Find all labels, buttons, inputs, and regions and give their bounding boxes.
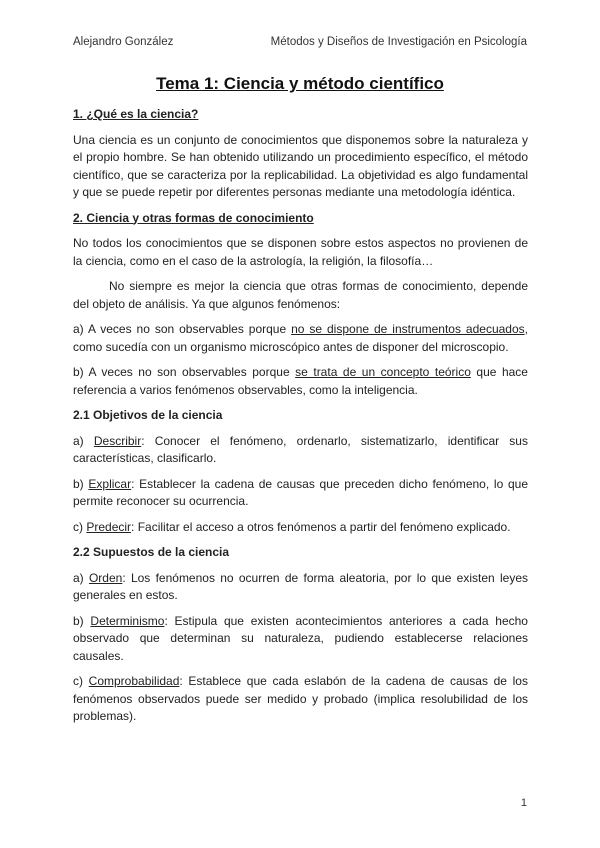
item-text: : Conocer el fenómeno, ordenarlo, sistematizarlo, identificar sus características, clasificarlo. [73, 433, 528, 465]
item-underlined-term: Describir [93, 433, 142, 448]
objective-explain [73, 476, 528, 511]
item-underlined-term: Orden [88, 570, 123, 585]
objective-predict [73, 519, 528, 537]
item-text: c) [73, 519, 87, 534]
document-body [73, 106, 528, 734]
page-number: 1 [520, 797, 527, 809]
item-text: : Establece que cada eslabón de la cadena de causas de los fenómenos observados puede ser medido y probado (implica resolubilidad de los problemas). [73, 674, 528, 723]
assumption-order [73, 570, 528, 605]
section-2-paragraph-2: No siempre es mejor la ciencia que otras formas de conocimiento, depende del objeto de análisis. Ya que algunos fenómenos: [73, 279, 528, 311]
item-text: a) [73, 433, 94, 448]
section-1-paragraph: Una ciencia es un conjunto de conocimientos que disponemos sobre la naturaleza y el propio hombre. Se han obtenido utilizando un procedimiento específico, el método científico, que se caracteriza por la replicabilidad. La objetividad es algo fundamental y que se puede repetir por diferentes personas mediante una metodología idéntica. [73, 132, 528, 199]
item-text: : Establecer la cadena de causas que preceden dicho fenómeno, lo que permite reconocer su ocurrencia. [73, 476, 528, 508]
assumption-testability [73, 673, 528, 726]
section-1-heading: 1. ¿Qué es la ciencia? [73, 107, 199, 121]
item-text: : Estipula que existen acontecimientos anteriores a cada hecho observado que determinan su naturaleza, pudiendo establecerse relaciones causales. [73, 613, 528, 663]
item-text: : Facilitar el acceso a otros fenómenos a partir del fenómeno explicado. [131, 519, 511, 534]
item-underlined-term: Explicar [88, 476, 132, 491]
item-underlined-term: Comprobabilidad [88, 674, 180, 688]
item-text: b) [73, 476, 89, 491]
item-text: c) [73, 674, 89, 688]
item-underlined-term: no se dispone de instrumentos adecuados [291, 322, 525, 336]
section-2-item-a [73, 321, 528, 356]
section-2-heading: 2. Ciencia y otras formas de conocimiento [73, 210, 314, 225]
section-2-item-b [73, 364, 528, 399]
item-text: a) [73, 570, 89, 585]
page-title: Tema 1: Ciencia y método científico [156, 74, 444, 93]
item-underlined-term: Predecir [86, 519, 132, 534]
item-text: , como sucedía con un organismo microscópico antes de disponer del microscopio. [73, 322, 528, 354]
section-2-paragraph-1: No todos los conocimientos que se disponen sobre estos aspectos no provienen de la ciencia, como en el caso de la astrología, la religión, la filosofía… [73, 236, 528, 268]
item-text: a) A veces no son observables porque [73, 322, 292, 336]
item-underlined-term: Determinismo [90, 613, 165, 628]
item-underlined-term: se trata de un concepto teórico [295, 365, 471, 379]
assumption-determinism [73, 613, 528, 666]
item-text: b) [73, 613, 91, 628]
item-text: : Los fenómenos no ocurren de forma aleatoria, por lo que existen leyes generales en estos. [73, 570, 528, 602]
header-author: Alejandro González [73, 36, 174, 48]
objective-describe [73, 433, 528, 468]
item-text: que hace referencia a varios fenómenos observables, como la inteligencia. [73, 365, 528, 397]
item-text: b) A veces no son observables porque [73, 365, 296, 379]
header-course: Métodos y Diseños de Investigación en Psicología [270, 36, 527, 48]
section-2-1-heading: 2.1 Objetivos de la ciencia [73, 408, 223, 422]
section-2-2-heading: 2.2 Supuestos de la ciencia [73, 545, 230, 559]
